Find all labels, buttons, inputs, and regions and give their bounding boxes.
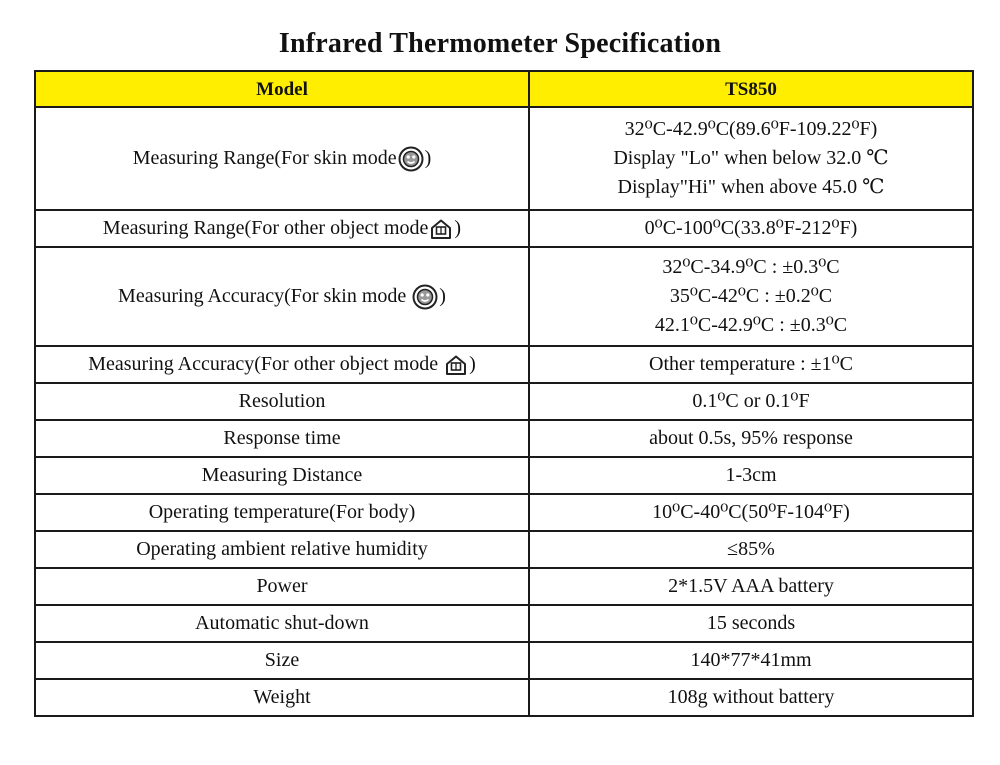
- row-value: 1-3cm: [529, 457, 973, 494]
- row-label: Power: [35, 568, 529, 605]
- spec-table: [34, 70, 974, 717]
- row-value: 0.1⁰C or 0.1⁰F: [529, 383, 973, 420]
- table-row: [35, 605, 973, 642]
- face-icon: [412, 284, 438, 310]
- row-label: [35, 107, 529, 210]
- label-text-end: ): [469, 353, 476, 375]
- table-row: [35, 247, 973, 346]
- row-label: Measuring Distance: [35, 457, 529, 494]
- row-label: [35, 247, 529, 346]
- header-model: Model: [35, 71, 529, 107]
- page-title: Infrared Thermometer Specification: [278, 28, 722, 59]
- table-row: [35, 420, 973, 457]
- row-label: Weight: [35, 679, 529, 716]
- table-row: [35, 346, 973, 383]
- row-label: Operating temperature(For body): [35, 494, 529, 531]
- row-label: [35, 210, 529, 247]
- label-text-end: ): [439, 285, 446, 307]
- table-row: [35, 642, 973, 679]
- table-row: [35, 679, 973, 716]
- value-line: Display"Hi" when above 45.0 ℃: [617, 176, 885, 198]
- label-text: Measuring Accuracy(For other object mode: [88, 353, 444, 375]
- row-value: [529, 107, 973, 210]
- row-label: Resolution: [35, 383, 529, 420]
- row-value: 10⁰C-40⁰C(50⁰F-104⁰F): [529, 494, 973, 531]
- row-value: [529, 247, 973, 346]
- value-line: 35⁰C-42⁰C : ±0.2⁰C: [669, 285, 833, 307]
- value-line: 32⁰C-42.9⁰C(89.6⁰F-109.22⁰F): [624, 118, 878, 140]
- face-icon: [398, 146, 424, 172]
- row-value: about 0.5s, 95% response: [529, 420, 973, 457]
- row-value: 15 seconds: [529, 605, 973, 642]
- house-icon: [444, 354, 468, 376]
- label-text: Measuring Range(For skin mode: [132, 147, 397, 169]
- row-label: Operating ambient relative humidity: [35, 531, 529, 568]
- row-value: 140*77*41mm: [529, 642, 973, 679]
- value-line: 32⁰C-34.9⁰C : ±0.3⁰C: [662, 256, 840, 278]
- table-row: [35, 107, 973, 210]
- row-value: 108g without battery: [529, 679, 973, 716]
- table-row: [35, 457, 973, 494]
- table-row: [35, 568, 973, 605]
- row-label: Response time: [35, 420, 529, 457]
- row-label: [35, 346, 529, 383]
- value-line: 0⁰C-100⁰C(33.8⁰F-212⁰F): [644, 217, 858, 239]
- header-model-value: TS850: [529, 71, 973, 107]
- value-line: 42.1⁰C-42.9⁰C : ±0.3⁰C: [654, 314, 848, 336]
- label-text: Measuring Range(For other object mode: [102, 217, 429, 239]
- label-text: Measuring Accuracy(For skin mode: [118, 285, 412, 307]
- label-text-end: ): [454, 217, 462, 239]
- row-value: [529, 210, 973, 247]
- value-line: Other temperature : ±1⁰C: [649, 353, 853, 375]
- header-row: [35, 71, 973, 107]
- table-row: [35, 531, 973, 568]
- row-value: ≤85%: [529, 531, 973, 568]
- row-value: 2*1.5V AAA battery: [529, 568, 973, 605]
- table-row: [35, 383, 973, 420]
- house-icon: [429, 218, 453, 240]
- row-value: [529, 346, 973, 383]
- value-line: Display "Lo" when below 32.0 ℃: [613, 147, 889, 169]
- row-label: Size: [35, 642, 529, 679]
- row-label: Automatic shut-down: [35, 605, 529, 642]
- table-row: [35, 494, 973, 531]
- label-text-end: ): [424, 147, 432, 169]
- table-row: [35, 210, 973, 247]
